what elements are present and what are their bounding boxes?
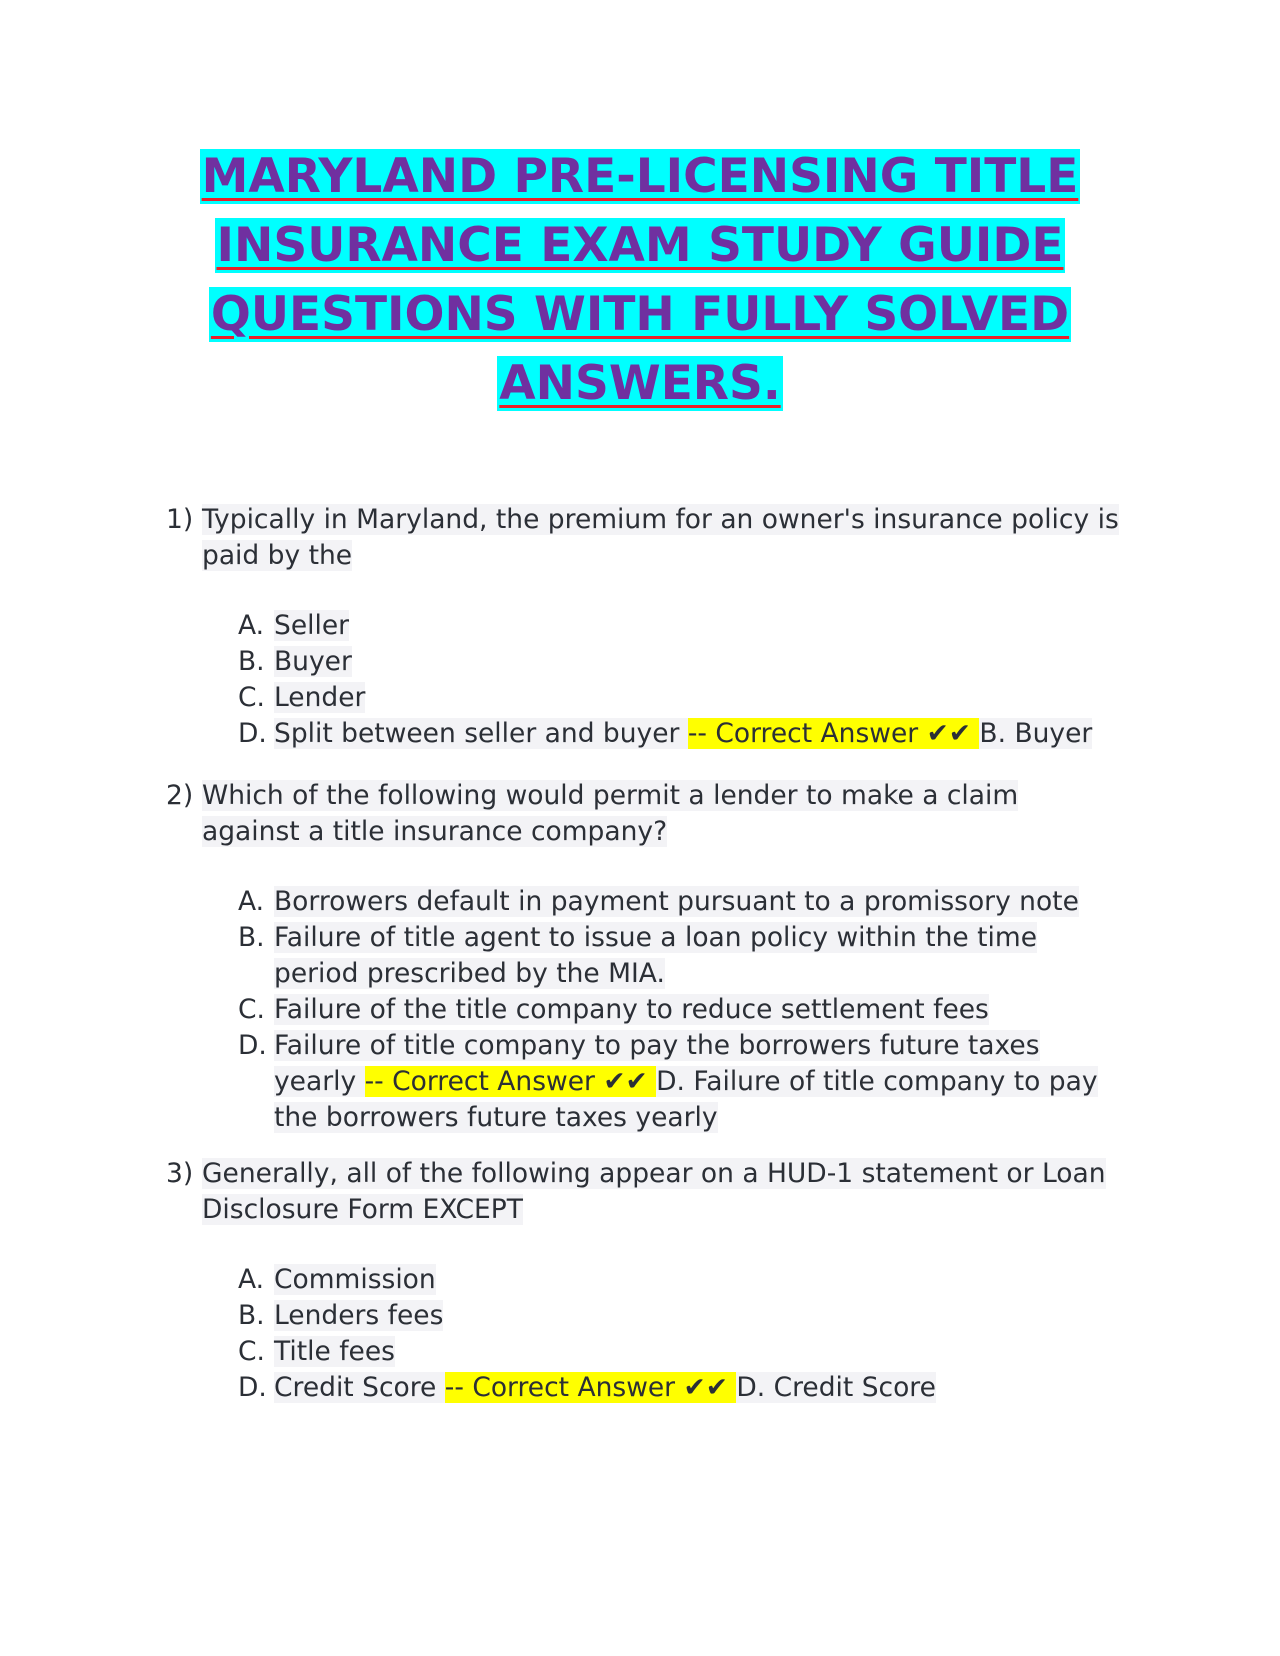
options-list (160, 608, 1120, 752)
option-d (238, 1370, 1120, 1406)
option-letter: D. (238, 1372, 267, 1403)
question-stem (160, 1156, 1120, 1228)
option-letter: A. (238, 886, 265, 917)
option-letter: C. (238, 1336, 265, 1367)
option-letter: D. (238, 718, 267, 749)
option-text: Buyer (274, 646, 352, 677)
option-c (238, 680, 1120, 716)
question-stem (160, 502, 1120, 574)
option-letter: C. (238, 994, 265, 1025)
option-c (238, 992, 1120, 1028)
title-line (160, 280, 1120, 349)
title-line-text: INSURANCE EXAM STUDY GUIDE (216, 218, 1064, 273)
title-line-text: QUESTIONS WITH FULLY SOLVED (210, 287, 1070, 342)
option-text: Credit Score (274, 1372, 445, 1403)
option-letter: A. (238, 1264, 265, 1295)
option-b (238, 920, 1120, 992)
option-b (238, 1298, 1120, 1334)
option-letter: C. (238, 682, 265, 713)
correct-answer: B. Buyer (979, 718, 1093, 749)
question-number: 3) (166, 1158, 194, 1189)
question-stem (160, 778, 1120, 850)
correct-answer: D. Failure of title company to pay the borrowers future taxes yearly (274, 1066, 1098, 1133)
question-text: Generally, all of the following appear on a HUD-1 statement or Loan Disclosure Form EXCEPT (202, 1158, 1106, 1225)
option-text: Failure of title company to pay the borrowers future taxes yearly (274, 1030, 1040, 1097)
correct-answer-marker: -- Correct Answer ✔✔ (364, 1066, 657, 1097)
options-list (160, 884, 1120, 1136)
option-b (238, 644, 1120, 680)
question-2 (160, 778, 1120, 1136)
option-a (238, 1262, 1120, 1298)
option-letter: B. (238, 922, 265, 953)
option-d (238, 716, 1120, 752)
question-1 (160, 502, 1120, 752)
question-number: 2) (166, 780, 194, 811)
option-letter: A. (238, 610, 265, 641)
option-text: Seller (274, 610, 350, 641)
correct-answer-marker: -- Correct Answer ✔✔ (444, 1372, 737, 1403)
option-letter: B. (238, 1300, 265, 1331)
correct-answer-marker: -- Correct Answer ✔✔ (687, 718, 980, 749)
document-title (160, 142, 1120, 418)
title-line-text: MARYLAND PRE-LICENSING TITLE (201, 149, 1079, 204)
option-d (238, 1028, 1120, 1136)
option-letter: B. (238, 646, 265, 677)
option-a (238, 884, 1120, 920)
option-c (238, 1334, 1120, 1370)
title-line-text: ANSWERS. (499, 356, 781, 411)
options-list (160, 1262, 1120, 1406)
title-line (160, 142, 1120, 211)
title-line (160, 211, 1120, 280)
correct-answer: D. Credit Score (736, 1372, 936, 1403)
option-text: Borrowers default in payment pursuant to a promissory note (274, 886, 1079, 917)
option-text: Failure of title agent to issue a loan policy within the time period prescribed by the MIA. (274, 922, 1038, 989)
question-3 (160, 1156, 1120, 1406)
option-text: Commission (274, 1264, 436, 1295)
option-letter: D. (238, 1030, 267, 1061)
option-text: Failure of the title company to reduce settlement fees (274, 994, 989, 1025)
question-text: Typically in Maryland, the premium for an owner's insurance policy is paid by the (202, 504, 1119, 571)
option-text: Split between seller and buyer (274, 718, 688, 749)
question-number: 1) (166, 504, 194, 535)
title-line (160, 349, 1120, 418)
option-text: Lenders fees (274, 1300, 444, 1331)
option-text: Title fees (274, 1336, 395, 1367)
option-a (238, 608, 1120, 644)
question-text: Which of the following would permit a lender to make a claim against a title insurance company? (202, 780, 1019, 847)
option-text: Lender (274, 682, 366, 713)
